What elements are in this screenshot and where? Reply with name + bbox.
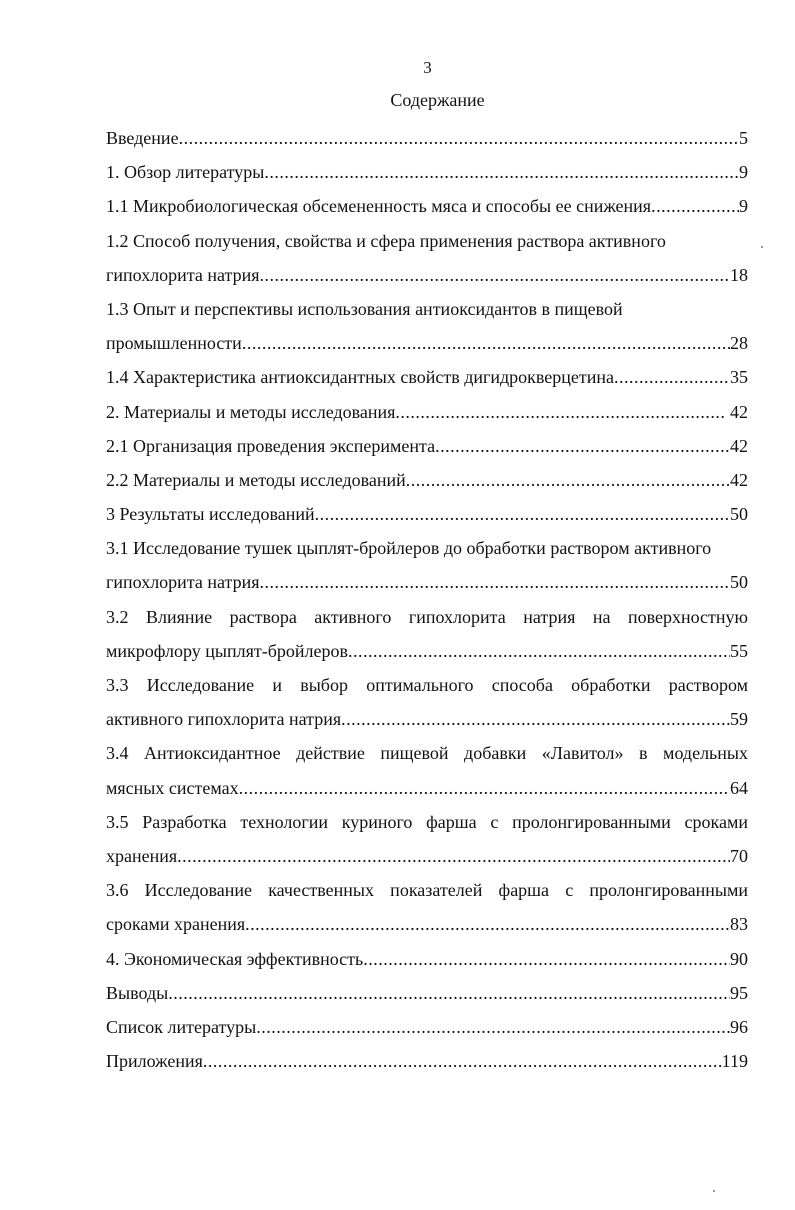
toc-entry — [106, 121, 748, 155]
table-of-contents — [106, 121, 748, 1078]
toc-entry-line: 3.4 Антиоксидантное действие пищевой добавки «Лавитол» в модельных — [106, 743, 748, 764]
toc-entry — [106, 942, 748, 976]
toc-entry-page: 70 — [730, 845, 748, 866]
toc-entry-text: Выводы — [106, 982, 169, 1003]
toc-entry-text: промышленности — [106, 333, 242, 354]
toc-entry — [106, 702, 748, 736]
toc-entry — [106, 1044, 748, 1078]
toc-entry-text: микрофлору цыплят-бройлеров — [106, 640, 348, 661]
toc-entry-page: 64 — [730, 777, 748, 798]
leader-dots — [179, 121, 739, 155]
toc-entry — [106, 395, 748, 429]
toc-entry-text: гипохлорита натрия — [106, 264, 260, 285]
toc-entry-page: 55 — [730, 640, 748, 661]
toc-entry — [106, 565, 748, 599]
toc-entry-line: 3.5 Разработка технологии куриного фарша с пролонгированными сроками — [106, 811, 748, 832]
toc-entry-text: 2. Материалы и методы исследования — [106, 401, 396, 422]
toc-entry-text: 1. Обзор литературы — [106, 162, 265, 183]
toc-entry — [106, 771, 748, 805]
toc-entry-text: хранения — [106, 845, 178, 866]
toc-entry — [106, 360, 748, 394]
toc-entry — [106, 1010, 748, 1044]
leader-dots — [177, 839, 730, 873]
toc-entry-page: 5 — [739, 128, 748, 148]
leader-dots — [614, 360, 730, 394]
toc-entry — [106, 189, 748, 223]
toc-entry-text: Введение — [106, 128, 179, 148]
leader-dots — [315, 497, 730, 531]
toc-entry-page: 119 — [721, 1051, 748, 1072]
toc-entry-text: 2.2 Материалы и методы исследований — [106, 469, 406, 490]
toc-entry-page: 42 — [730, 435, 748, 456]
toc-entry-page: 42 — [730, 469, 748, 490]
toc-entry-page: 9 — [739, 162, 748, 183]
toc-title: Содержание — [390, 90, 485, 110]
leader-dots — [168, 976, 730, 1010]
toc-entry-text: 3 Результаты исследований — [106, 504, 315, 525]
toc-entry-line: 3.2 Влияние раствора активного гипохлорита натрия на поверхностную — [106, 606, 748, 627]
toc-entry-page: 95 — [730, 982, 748, 1003]
toc-entry-page: 35 — [730, 367, 748, 388]
toc-entry-line: 3.1 Исследование тушек цыплят-бройлеров до обработки раствором активного — [106, 538, 712, 559]
leader-dots — [435, 429, 730, 463]
leader-dots — [242, 326, 730, 360]
toc-entry-page: 96 — [730, 1016, 748, 1037]
toc-entry-text: 1.4 Характеристика антиоксидантных свойств дигидрокверцетина — [106, 367, 615, 388]
leader-dots — [239, 771, 730, 805]
toc-entry-text: Список литературы — [106, 1016, 257, 1037]
leader-dots — [363, 942, 730, 976]
toc-entry — [106, 976, 748, 1010]
toc-entry — [106, 907, 748, 941]
leader-dots — [395, 395, 724, 429]
toc-entry — [106, 326, 748, 360]
toc-entry — [106, 155, 748, 189]
toc-entry-page: 28 — [730, 333, 748, 354]
leader-dots — [256, 1010, 730, 1044]
leader-dots — [260, 565, 730, 599]
leader-dots — [245, 907, 730, 941]
toc-entry — [106, 258, 748, 292]
toc-entry — [106, 463, 748, 497]
toc-entry — [106, 839, 748, 873]
toc-entry-page: 42 — [730, 401, 748, 422]
leader-dots — [341, 702, 730, 736]
toc-entry-page: 90 — [730, 948, 748, 969]
toc-entry-text: гипохлорита натрия — [106, 572, 260, 593]
leader-dots — [260, 258, 730, 292]
scan-speck — [713, 1190, 715, 1192]
toc-entry-text: 2.1 Организация проведения эксперимента — [106, 435, 436, 456]
toc-entry-line: 1.2 Способ получения, свойства и сфера применения раствора активного — [106, 230, 666, 251]
toc-entry-text: Приложения — [106, 1051, 203, 1072]
toc-entry-text: 4. Экономическая эффективность — [106, 948, 364, 969]
toc-entry-text: 1.1 Микробиологическая обсемененность мяса и способы ее снижения — [106, 196, 652, 217]
toc-entry-text: активного гипохлорита натрия — [106, 709, 342, 730]
toc-entry-line: 3.6 Исследование качественных показателей фарша с пролонгированными — [106, 880, 748, 901]
toc-entry-text: сроками хранения — [106, 914, 246, 935]
toc-entry — [106, 429, 748, 463]
toc-entry-page: 59 — [730, 709, 748, 730]
page-number: 3 — [423, 58, 432, 77]
leader-dots — [651, 189, 739, 223]
toc-entry-line: 1.3 Опыт и перспективы использования антиоксидантов в пищевой — [106, 298, 623, 319]
toc-entry — [106, 634, 748, 668]
toc-entry — [106, 497, 748, 531]
leader-dots — [203, 1044, 722, 1078]
toc-entry-page: 18 — [730, 264, 748, 285]
toc-entry-page: 83 — [730, 914, 748, 935]
toc-entry-text: мясных системах — [106, 777, 239, 798]
toc-entry-line: 3.3 Исследование и выбор оптимального способа обработки раствором — [106, 675, 748, 695]
scan-speck — [761, 246, 763, 248]
toc-entry-page: 9 — [739, 196, 748, 217]
leader-dots — [348, 634, 730, 668]
leader-dots — [406, 463, 730, 497]
toc-entry-page: 50 — [730, 504, 748, 525]
toc-entry-page: 50 — [730, 572, 748, 593]
leader-dots — [264, 155, 739, 189]
